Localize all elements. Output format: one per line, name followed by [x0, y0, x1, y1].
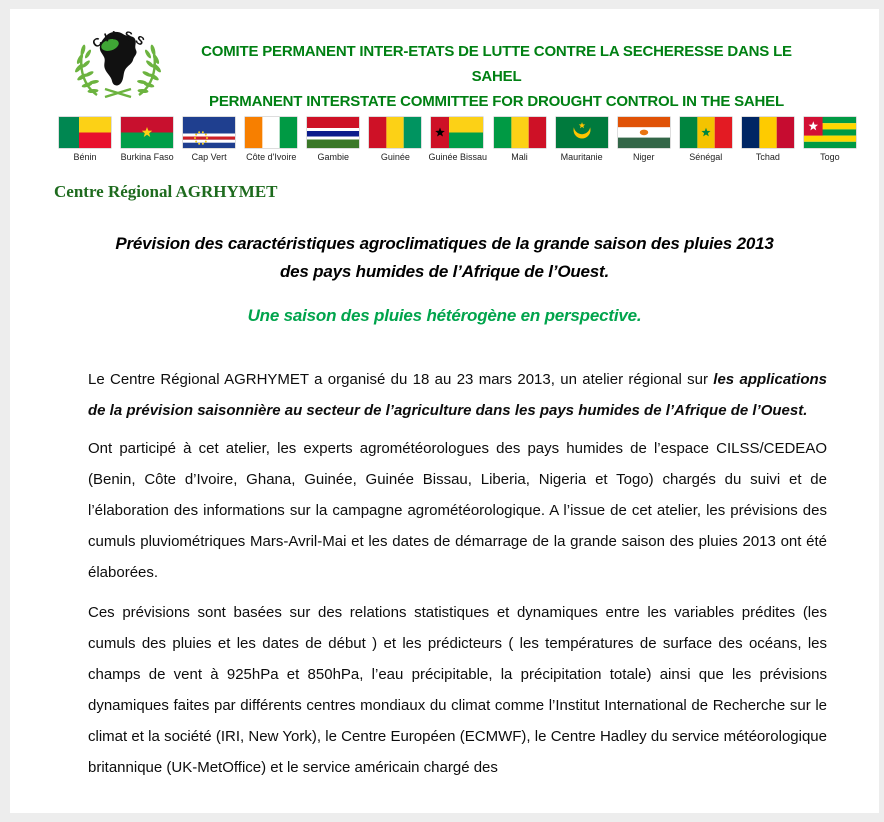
flag-label-benin: Bénin: [73, 152, 97, 162]
flag-label-cote-divoire: Côte d'Ivoire: [246, 152, 297, 162]
flag-label-burkina-faso: Burkina Faso: [120, 152, 174, 162]
flag-item-mauritanie: [553, 117, 611, 162]
logo-text: CILSS: [89, 27, 151, 51]
flag-item-senegal: [677, 117, 735, 162]
institution-title-fr: COMITE PERMANENT INTER-ETATS DE LUTTE CONTRE LA SECHERESSE DANS LE SAHEL: [201, 43, 792, 85]
paragraph-1-emphasis: les applications de la prévision saisonnière au secteur de l’agriculture dans les pays humides de l’Afrique de l’Ouest.: [88, 371, 827, 419]
flag-item-mali: [491, 117, 549, 162]
document-title-line1: Prévision des caractéristiques agroclimatiques de la grande saison des pluies 2013: [115, 234, 774, 253]
flag-item-togo: [801, 117, 859, 162]
flag-label-togo: Togo: [820, 152, 840, 162]
flag-label-guinee-bissau: Guinée Bissau: [428, 152, 488, 162]
flag-tchad-icon: [742, 117, 794, 148]
flag-cote-divoire-icon: [245, 117, 297, 148]
institution-title-en: PERMANENT INTERSTATE COMMITTEE FOR DROUGHT CONTROL IN THE SAHEL: [209, 93, 784, 110]
flag-label-niger: Niger: [632, 152, 655, 162]
flag-item-cap-vert: [180, 117, 238, 162]
flag-label-mali: Mali: [511, 152, 528, 162]
flag-item-gambie: [304, 117, 362, 162]
paragraph-2: Ont participé à cet atelier, les experts agrométéorologues des pays humides de l’espace CILSS/CEDEAO (Benin, Côte d’Ivoire, Ghana, Guinée, Guinée Bissau, Liberia, Nigeria et Togo) chargés du suivi et de l’élaboration des informations sur la campagne agrométéorologique. A l’issue de cet atelier, les prévisions des cumuls pluviométriques Mars-Avril-Mai et les dates de démarrage de la grande saison des pluies 2013 ont été élaborées.: [88, 440, 827, 581]
flag-label-cap-vert: Cap Vert: [191, 152, 227, 162]
cilss-logo-icon: [62, 19, 174, 103]
flag-mauritanie-icon: [556, 117, 608, 148]
flag-label-gambie: Gambie: [317, 152, 350, 162]
document-title: [10, 230, 879, 286]
flag-item-benin: [56, 117, 114, 162]
flag-item-guinee-bissau: [428, 117, 486, 162]
paragraph-1-lead: Le Centre Régional AGRHYMET a organisé du 18 au 23 mars 2013, un atelier régional sur: [88, 371, 714, 388]
flag-cap-vert-icon: [183, 117, 235, 148]
org-line: Centre Régional AGRHYMET: [54, 182, 278, 201]
flag-gambie-icon: [307, 117, 359, 148]
flag-guinee-bissau-icon: [431, 117, 483, 148]
document-page: [10, 9, 879, 813]
flag-mali-icon: [494, 117, 546, 148]
flag-label-mauritanie: Mauritanie: [560, 152, 603, 162]
flag-item-guinee: [366, 117, 424, 162]
flag-item-niger: [615, 117, 673, 162]
flag-benin-icon: [59, 117, 111, 148]
flag-item-tchad: [739, 117, 797, 162]
flag-item-burkina-faso: [118, 117, 176, 162]
cilss-logo: [62, 19, 174, 108]
flag-guinee-icon: [369, 117, 421, 148]
flag-togo-icon: [804, 117, 856, 148]
flag-senegal-icon: [680, 117, 732, 148]
flag-label-senegal: Sénégal: [689, 152, 723, 162]
paragraph-3: Ces prévisions sont basées sur des relations statistiques et dynamiques entre les variables prédites (les cumuls des pluies et les dates de début ) et les prédicteurs ( les températures de surface des océans, les champs de vent à 925hPa et 850hPa, l’eau précipitable, la précipitation totale) ainsi que les prévisions dynamiques faites par différents centres mondiaux du climat comme l’Institut International de Recherche sur le climat et la société (IRI, New York), le Centre Européen (ECMWF), le Centre Hadley du service météorologique britannique (UK-MetOffice) et le service américain chargé des: [88, 604, 827, 776]
document-title-line2: des pays humides de l’Afrique de l’Ouest.: [279, 262, 610, 281]
paragraph-1: [88, 364, 827, 426]
flag-label-tchad: Tchad: [755, 152, 780, 162]
flag-label-guinee: Guinée: [380, 152, 410, 162]
flag-niger-icon: [618, 117, 670, 148]
flags-row: [10, 114, 879, 162]
flag-burkina-faso-icon: [121, 117, 173, 148]
document-subtitle: Une saison des pluies hétérogène en perspective.: [247, 306, 642, 325]
flag-item-cote-divoire: [242, 117, 300, 162]
header: [10, 19, 879, 114]
institution-titles: [174, 19, 879, 114]
body-text: [88, 364, 827, 783]
